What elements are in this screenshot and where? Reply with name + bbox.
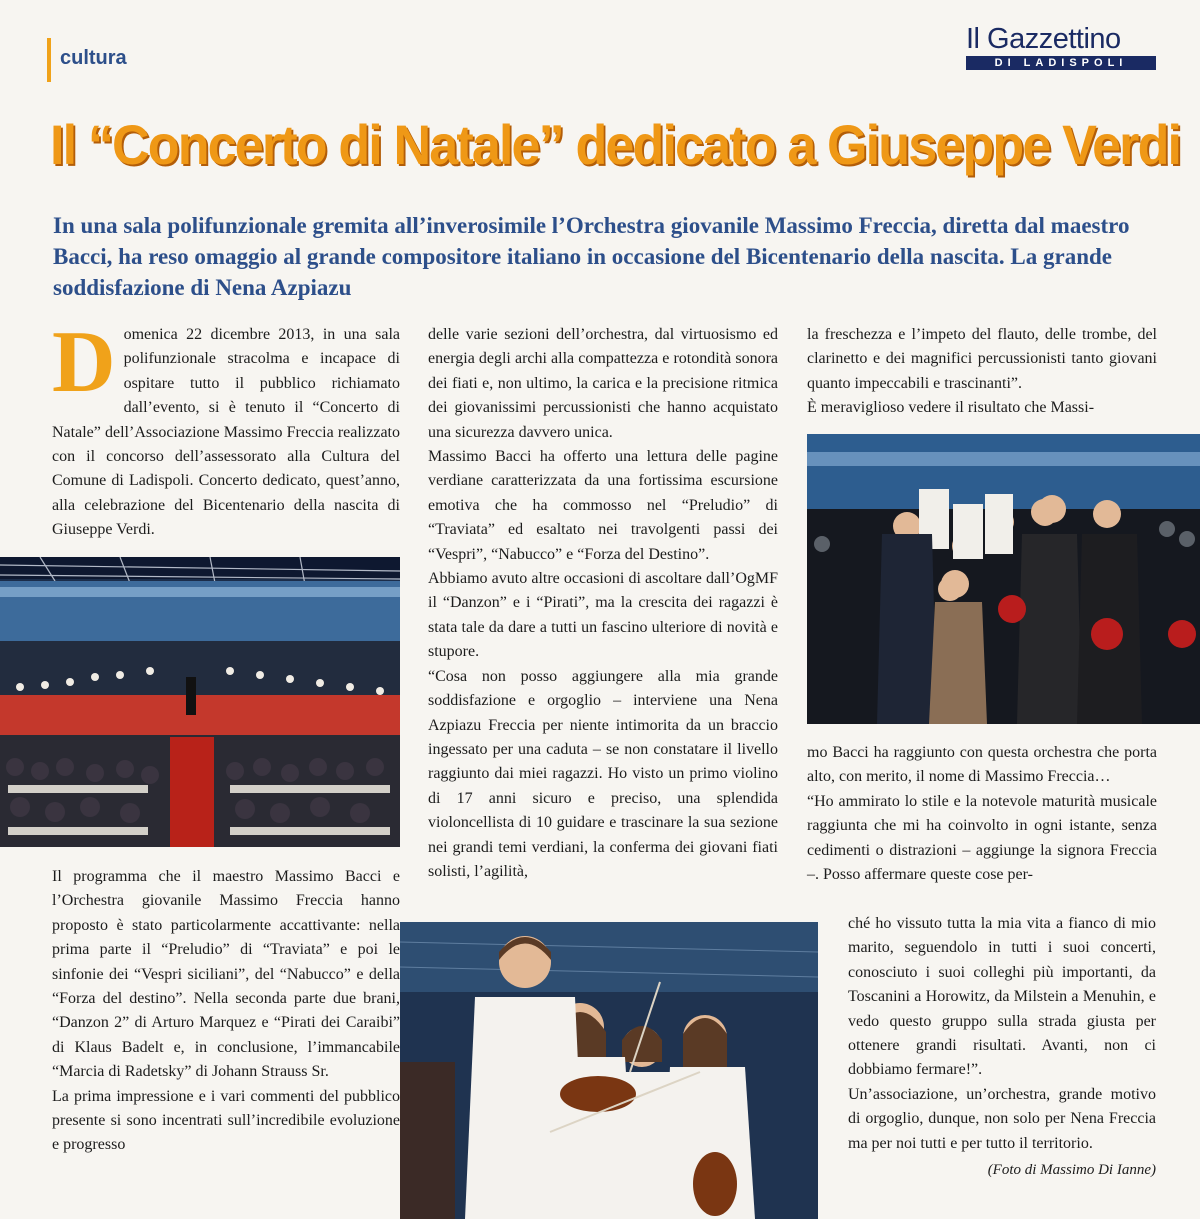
intro-paragraph: omenica 22 dicembre 2013, in una sala polifunzionale stracolma e incapace di ospitare tutto il pubblico richiamato dall’evento, si è tenuto il “Concerto di Natale” dell’Associazione Massimo Freccia realizzato con il concorso dell’assessorato alla Cultura del Comune di Ladispoli. Concerto dedicato, quest’anno, alla celebrazione del Bicentenario della nascita di Giuseppe Verdi.	[52, 326, 400, 539]
column-1-top	[52, 314, 400, 543]
photo-orchestra-concert	[0, 557, 400, 847]
freccia-quote-end: ché ho vissuto tutta la mia vita a fianco di mio marito, seguendolo in tutti i suoi concerti, conosciuto i suoi colleghi più importanti, da Toscanini a Horowitz, da Milstein a Menuhin, e vedo questo gruppo sulla strada giusta per ottenere grandi risultati. Avanti, non ci dobbiamo fermare!”.	[848, 915, 1156, 1079]
program-paragraph: Il programma che il maestro Massimo Bacci e l’Orchestra giovanile Massimo Freccia hanno proposto è stato particolarmente accattivante: nella prima parte il “Preludio” di “Traviata” e poi le sinfonie dei “Vespri siciliani”, del “Nabucco” e della “Forza del destino”. Nella seconda parte due brani, “Danzon 2” di Arturo Marquez e “Pirati dei Caraibi” di Klaus Badelt e, in conclusione, l’immancabile “Marcia di Radetsky” di Johann Strauss Sr.	[52, 868, 400, 1081]
photo-credit: (Foto di Massimo Di Ianne)	[987, 1162, 1156, 1179]
flute-paragraph: la freschezza e l’impeto del flauto, delle trombe, del clarinetto e dei magnifici percussionisti tanto giovani quanto impeccabili e trascinanti”.	[807, 326, 1157, 392]
photo-award-group	[807, 434, 1200, 724]
column-1-bottom	[52, 865, 400, 1158]
section-label: cultura	[60, 47, 127, 69]
azpiazu-quote: “Cosa non posso aggiungere alla mia grande soddisfazione e orgoglio – interviene una Nena Azpiazu Freccia per niente intimorita da un braccio ingessato per una caduta – se non constatare il livello raggiunto dai miei ragazzi. Ho visto un primo violino di 17 anni sicuro e preciso, una splendida violoncellista di 10 guidare e trascinare la sua sezione nei grandi temi verdiani, la conferma dei giovani fiati solisti, l’agilità,	[428, 667, 778, 880]
masthead-subtitle: DI LADISPOLI	[966, 56, 1156, 70]
impression-paragraph: La prima impressione e i vari commenti del pubblico presente si sono incentrati sull’incredibile evoluzione e progresso	[52, 1087, 400, 1154]
photo-young-violinists	[400, 922, 818, 1219]
drop-cap: D	[52, 314, 116, 411]
masthead-title: Il Gazzettino	[966, 23, 1121, 55]
section-marker	[47, 38, 51, 82]
freccia-quote-start: “Ho ammirato lo stile e la notevole maturità musicale raggiunta che mi ha coinvolto in ogni istante, senza cedimenti o distrazioni – aggiunge la signora Freccia –. Posso affermare queste cose per-	[807, 792, 1157, 884]
column-3-top	[807, 323, 1157, 421]
ogmf-paragraph: Abbiamo avuto altre occasioni di ascoltare dall’OgMF il “Danzon” e i “Pirati”, ma la crescita dei ragazzi è stata tale da dare a tutti un fascino ulteriore di novità e stupore.	[428, 570, 778, 661]
column-3-bottom	[807, 741, 1157, 887]
headline: Il “Concerto di Natale” dedicato a Giuseppe Verdi	[50, 113, 1181, 176]
result-paragraph-start: È meraviglioso vedere il risultato che Massi-	[807, 399, 1095, 417]
lead-paragraph: In una sala polifunzionale gremita all’inverosimile l’Orchestra giovanile Massimo Freccia, diretta dal maestro Bacci, ha reso omaggio al grande compositore italiano in occasione del Bicentenario della nascita. La grande soddisfazione di Nena Azpiazu	[53, 213, 1130, 300]
bacci-paragraph: Massimo Bacci ha offerto una lettura delle pagine verdiane caratterizzata da una fortissima escursione emotiva che ha commosso nel “Preludio” di “Traviata” ed esaltato nei travolgenti passi dei “Vespri”, “Nabucco” e “Forza del Destino”.	[428, 448, 778, 563]
closing-paragraph: Un’associazione, un’orchestra, grande motivo di orgoglio, dunque, non solo per Nena Freccia ma per noi tutti e per tutto il territorio.	[848, 1085, 1156, 1152]
masthead	[966, 24, 1156, 70]
result-paragraph-end: mo Bacci ha raggiunto con questa orchestra che porta alto, con merito, il nome di Massimo Freccia…	[807, 744, 1157, 786]
column-2	[428, 323, 778, 884]
column-3-end	[848, 912, 1156, 1182]
sections-paragraph: delle varie sezioni dell’orchestra, dal virtuosismo ed energia degli archi alla compattezza e rotondità sonora dei fiati e, non ultimo, la carica e la precisione ritmica dei giovanissimi percussionisti che hanno acquistato una sicurezza davvero unica.	[428, 326, 778, 441]
